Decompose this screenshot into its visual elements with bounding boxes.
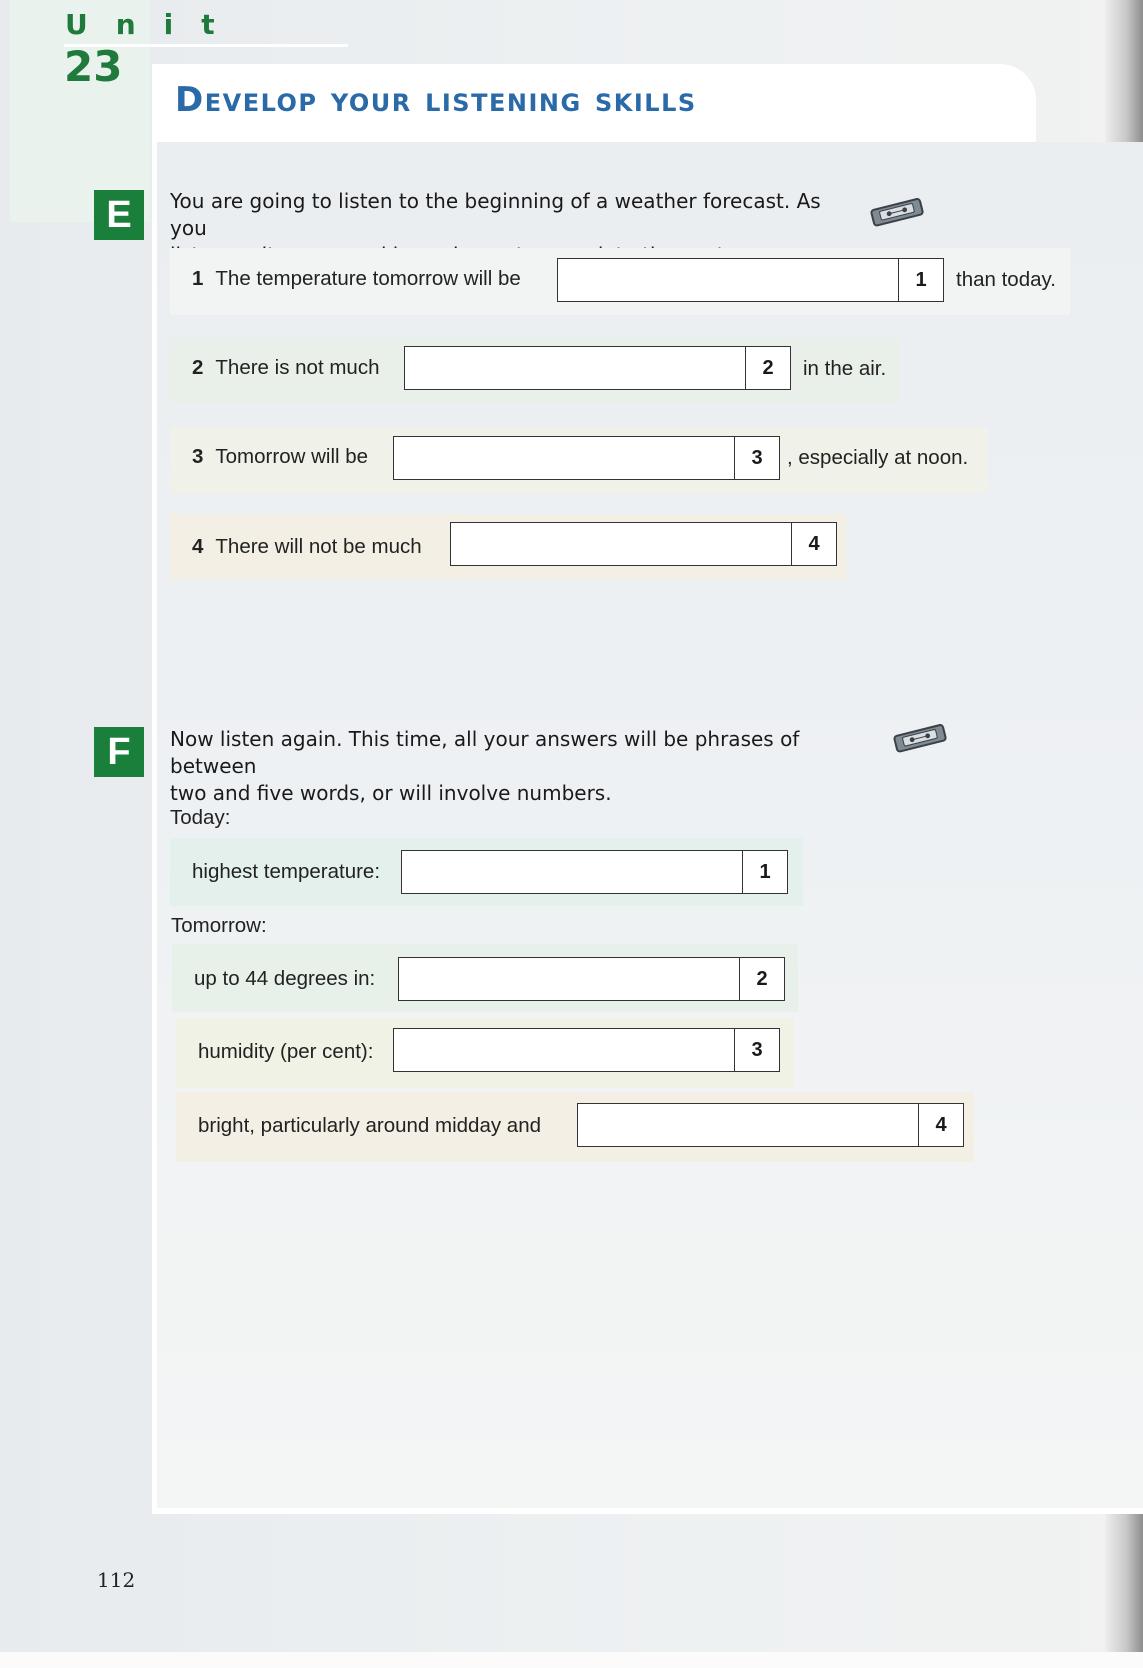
f-item-1-label: highest temperature: — [192, 860, 381, 883]
cassette-tape-icon — [891, 722, 951, 754]
f-answer-3-number: 3 — [734, 1029, 779, 1071]
f-answer-4-number: 4 — [918, 1104, 963, 1146]
e-answer-4-number: 4 — [791, 523, 836, 565]
e-item-3-number: 3 — [192, 445, 204, 468]
e-item-3-label — [192, 445, 368, 469]
f-answer-2-box — [398, 957, 785, 1001]
e-answer-3-input[interactable] — [394, 437, 734, 479]
e-answer-1-input[interactable] — [558, 259, 898, 301]
f-answer-2-input[interactable] — [399, 958, 739, 1000]
f-answer-4-box — [577, 1103, 964, 1147]
page-title: Develop your listening skills — [175, 80, 697, 120]
section-e-instructions-line1: You are going to listen to the beginning of a weather forecast. As you — [170, 189, 821, 240]
section-f-instructions — [170, 726, 870, 807]
f-answer-4-input[interactable] — [578, 1104, 918, 1146]
e-answer-2-input[interactable] — [405, 347, 745, 389]
e-answer-4-box — [450, 522, 837, 566]
e-item-1-text: The temperature tomorrow will be — [215, 267, 521, 290]
e-item-3-after: , especially at noon. — [787, 446, 969, 469]
e-item-1-label — [192, 267, 521, 291]
e-answer-1-number: 1 — [898, 259, 943, 301]
e-answer-1-box — [557, 258, 944, 302]
today-heading: Today: — [170, 806, 231, 829]
section-e-badge: E — [94, 190, 144, 240]
e-answer-2-number: 2 — [745, 347, 790, 389]
cassette-tape-icon — [868, 196, 928, 228]
f-answer-2-number: 2 — [739, 958, 784, 1000]
e-answer-4-input[interactable] — [451, 523, 791, 565]
f-answer-3-input[interactable] — [394, 1029, 734, 1071]
e-item-4-number: 4 — [192, 535, 204, 558]
f-item-3-label: humidity (per cent): — [198, 1040, 374, 1063]
f-item-4-label: bright, particularly around midday and — [198, 1114, 541, 1137]
content-panel-rule — [152, 142, 157, 1514]
unit-number: 23 — [64, 42, 123, 91]
e-item-1-number: 1 — [192, 267, 204, 290]
e-item-3-text: Tomorrow will be — [215, 445, 369, 468]
e-item-1-after: than today. — [956, 268, 1056, 291]
e-item-2-label — [192, 356, 379, 380]
e-answer-3-number: 3 — [734, 437, 779, 479]
e-item-2-text: There is not much — [215, 356, 380, 379]
unit-label: Unit — [65, 8, 243, 41]
e-answer-2-box — [404, 346, 791, 390]
e-item-2-after: in the air. — [803, 357, 887, 380]
section-f-instructions-line2: two and five words, or will involve numbers. — [170, 781, 612, 805]
section-f-instructions-line1: Now listen again. This time, all your answers will be phrases of between — [170, 727, 800, 778]
e-item-4-label — [192, 535, 422, 559]
page-number: 112 — [97, 1568, 136, 1592]
e-answer-3-box — [393, 436, 780, 480]
f-answer-3-box — [393, 1028, 780, 1072]
e-item-4-text: There will not be much — [215, 535, 422, 558]
page-bottom-edge — [0, 1652, 1143, 1668]
tomorrow-heading: Tomorrow: — [171, 914, 267, 937]
f-answer-1-number: 1 — [742, 851, 787, 893]
f-answer-1-input[interactable] — [402, 851, 742, 893]
e-item-2-number: 2 — [192, 356, 204, 379]
section-f-badge: F — [94, 727, 144, 777]
f-answer-1-box — [401, 850, 788, 894]
f-item-2-label: up to 44 degrees in: — [194, 967, 376, 990]
